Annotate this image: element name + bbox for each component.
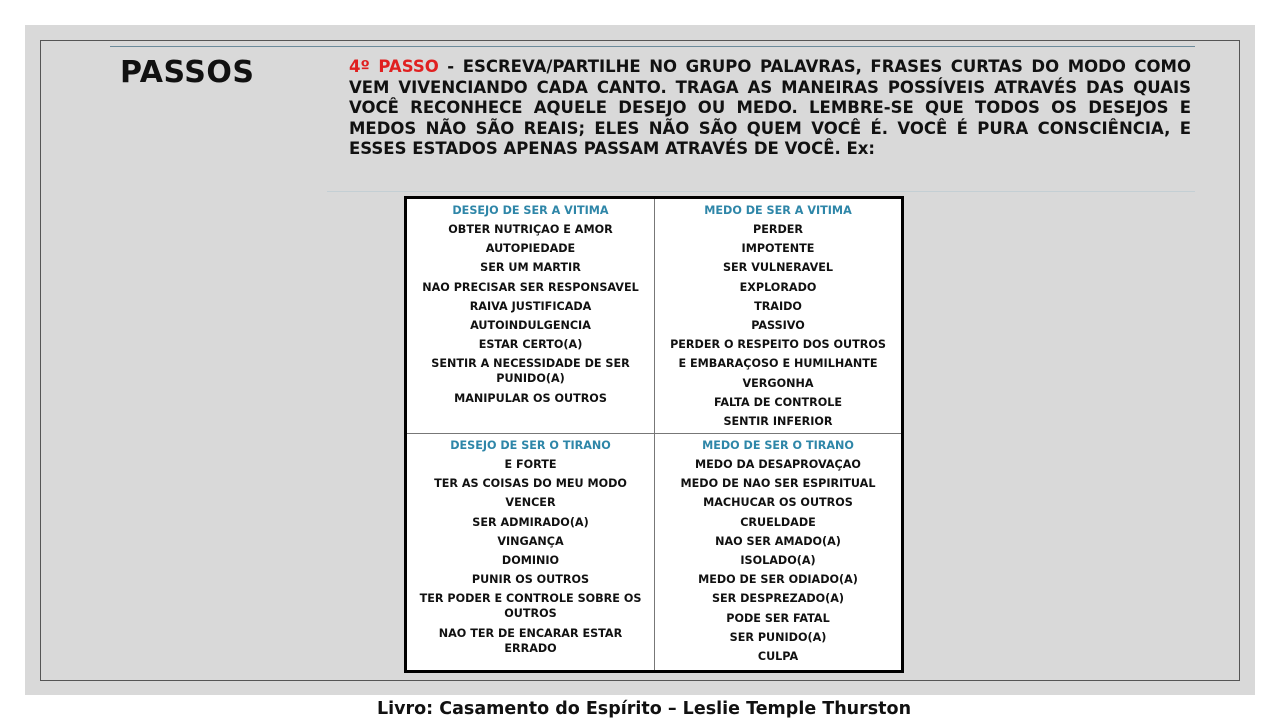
list-item: SER PUNIDO(A): [729, 630, 827, 644]
list-item: VERGONHA: [742, 376, 814, 390]
list-item: PERDER O RESPEITO DOS OUTROS: [670, 338, 886, 352]
cell-heading: MEDO DE SER A VITIMA: [704, 204, 852, 217]
list-item: SER ADMIRADO(A): [472, 515, 589, 529]
list-item: FALTA DE CONTROLE: [713, 395, 843, 409]
list-item: RAIVA JUSTIFICADA: [469, 299, 592, 313]
list-item: SER UM MARTIR: [480, 261, 581, 275]
list-item: EXPLORADO: [739, 280, 817, 294]
list-item: PUNIR OS OUTROS: [471, 573, 590, 587]
list-item: MEDO DA DESAPROVAÇAO: [695, 458, 861, 471]
top-divider: [110, 46, 1195, 47]
slide: [25, 25, 1255, 695]
list-item: CULPA: [757, 649, 799, 663]
list-item: VINGANÇA: [497, 534, 564, 548]
list-item: CRUELDADE: [740, 515, 816, 529]
cell-list: [665, 222, 891, 429]
step-label: 4º PASSO: [349, 57, 439, 76]
list-item: TER PODER E CONTROLE SOBRE OS OUTROS: [419, 592, 642, 621]
cell-desejo-vitima: [407, 199, 655, 434]
cell-heading: MEDO DE SER O TIRANO: [702, 439, 854, 452]
cell-desejo-tirano: [407, 434, 655, 670]
cell-heading: DESEJO DE SER A VITIMA: [452, 204, 609, 217]
step-body: - ESCREVA/PARTILHE NO GRUPO PALAVRAS, FRASES CURTAS DO MODO COMO VEM VIVENCIANDO CADA CANTO. TRAGA AS MANEIRAS POSSÍVEIS ATRAVÉS DAS QUAIS VOCÊ RECONHECE AQUELE DESEJO OU MEDO. LEMBRE-SE QUE TODOS OS DESEJOS E MEDOS NÃO SÃO REAIS; ELES NÃO SÃO QUEM VOCÊ É. VOCÊ É PURA CONSCIÊNCIA, E ESSES ESTADOS APENAS PASSAM ATRAVÉS DE VOCÊ. Ex:: [349, 57, 1191, 158]
cell-heading: DESEJO DE SER O TIRANO: [450, 439, 611, 452]
list-item: DOMINIO: [501, 553, 560, 567]
list-item: PASSIVO: [751, 318, 805, 332]
list-item: ESTAR CERTO(A): [478, 338, 583, 352]
list-item: NAO SER AMADO(A): [715, 534, 841, 548]
list-item: SENTIR INFERIOR: [723, 414, 833, 428]
desire-fear-matrix: [404, 196, 904, 673]
slide-title: PASSOS: [120, 55, 255, 90]
list-item: MEDO DE NAO SER ESPIRITUAL: [680, 477, 876, 491]
list-item: PODE SER FATAL: [726, 611, 830, 625]
list-item: SER VULNERAVEL: [722, 261, 834, 275]
cell-list: [417, 457, 644, 656]
middle-divider: [327, 191, 1195, 192]
cell-medo-tirano: [655, 434, 901, 670]
cell-medo-vitima: [655, 199, 901, 434]
list-item: PERDER: [753, 223, 803, 236]
cell-list: [417, 222, 644, 406]
list-item: IMPOTENTE: [741, 242, 815, 256]
list-item: VENCER: [505, 496, 556, 510]
list-item: E FORTE: [504, 458, 557, 471]
list-item: MEDO DE SER ODIADO(A): [698, 573, 858, 587]
cell-list: [665, 457, 891, 664]
list-item: AUTOINDULGENCIA: [470, 318, 591, 332]
list-item: NAO TER DE ENCARAR ESTAR ERRADO: [438, 626, 623, 655]
book-caption: Livro: Casamento do Espírito – Leslie Temple Thurston: [376, 699, 912, 719]
list-item: MANIPULAR OS OUTROS: [454, 391, 607, 405]
list-item: SENTIR A NECESSIDADE DE SER PUNIDO(A): [431, 357, 630, 386]
list-item: NAO PRECISAR SER RESPONSAVEL: [422, 280, 639, 294]
list-item: AUTOPIEDADE: [485, 242, 576, 256]
list-item: TRAIDO: [754, 299, 802, 313]
list-item: MACHUCAR OS OUTROS: [703, 496, 853, 510]
list-item: E EMBARAÇOSO E HUMILHANTE: [678, 357, 878, 371]
step-description: [349, 57, 1191, 160]
list-item: TER AS COISAS DO MEU MODO: [434, 477, 627, 491]
list-item: OBTER NUTRIÇAO E AMOR: [448, 223, 613, 236]
list-item: SER DESPREZADO(A): [711, 592, 845, 606]
list-item: ISOLADO(A): [740, 553, 816, 567]
